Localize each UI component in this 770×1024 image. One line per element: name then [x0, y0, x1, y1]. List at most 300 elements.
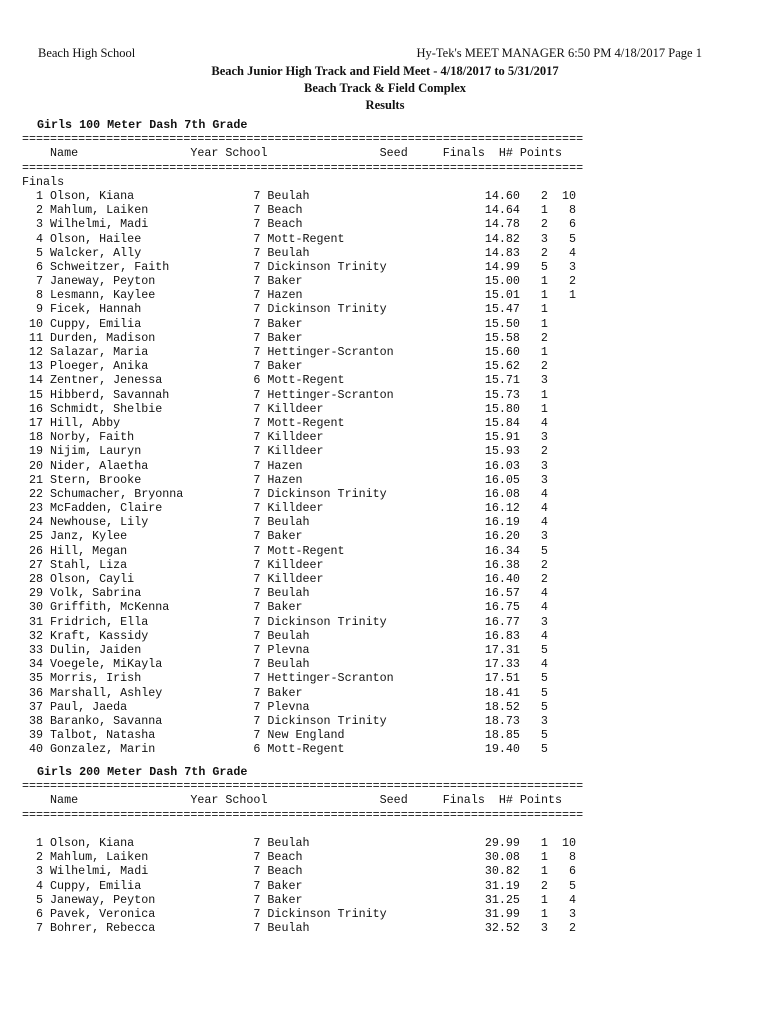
athlete-name: Walcker, Ally [50, 245, 142, 260]
heat-number: 5 [540, 742, 548, 757]
finals-time: 16.20 [484, 529, 520, 544]
result-row [22, 232, 622, 246]
athlete-year: 7 [253, 486, 261, 501]
heat-number: 5 [540, 699, 548, 714]
result-row [22, 388, 622, 402]
finals-time: 29.99 [484, 835, 520, 850]
result-row [22, 274, 622, 288]
athlete-name: Hill, Abby [50, 415, 121, 430]
school-name: Beulah [267, 628, 310, 643]
result-place: 3 [36, 217, 44, 232]
school-name: Killdeer [267, 430, 324, 445]
result-row [22, 615, 622, 629]
finals-time: 15.93 [484, 444, 520, 459]
result-place: 20 [29, 458, 44, 473]
heat-number: 1 [540, 203, 548, 218]
heat-number: 5 [540, 259, 548, 274]
result-place: 11 [29, 330, 44, 345]
athlete-year: 7 [253, 259, 261, 274]
finals-time: 18.85 [484, 728, 520, 743]
athlete-year: 7 [253, 302, 261, 317]
event-section [22, 118, 622, 756]
result-row [22, 402, 622, 416]
athlete-name: Janeway, Peyton [50, 892, 156, 907]
points-value: 4 [568, 245, 576, 260]
school-name: Dickinson Trinity [267, 713, 387, 728]
result-row [22, 345, 622, 359]
athlete-name: Kraft, Kassidy [50, 628, 149, 643]
points-value: 10 [561, 188, 576, 203]
finals-time: 17.33 [484, 657, 520, 672]
finals-time: 15.47 [484, 302, 520, 317]
athlete-year: 7 [253, 515, 261, 530]
points-value: 1 [568, 288, 576, 303]
athlete-name: Schmidt, Shelbie [50, 401, 163, 416]
athlete-name: Schweitzer, Faith [50, 259, 170, 274]
athlete-year: 7 [253, 921, 261, 936]
school-name: Plevna [267, 699, 310, 714]
athlete-name: Gonzalez, Marin [50, 742, 156, 757]
finals-time: 15.01 [484, 288, 520, 303]
result-place: 36 [29, 685, 44, 700]
heat-number: 3 [540, 373, 548, 388]
finals-time: 15.80 [484, 401, 520, 416]
col-header-heat: H# [498, 793, 513, 808]
athlete-year: 7 [253, 401, 261, 416]
result-row [22, 529, 622, 543]
school-name: Killdeer [267, 572, 324, 586]
heat-number: 3 [540, 458, 548, 473]
points-value: 10 [561, 835, 576, 850]
finals-time: 16.75 [484, 600, 520, 615]
result-row [22, 714, 622, 728]
athlete-year: 7 [253, 671, 261, 686]
heat-number: 2 [540, 572, 548, 586]
result-row [22, 864, 622, 878]
athlete-year: 7 [253, 458, 261, 473]
heat-number: 1 [540, 864, 548, 879]
result-place: 25 [29, 529, 44, 544]
athlete-year: 7 [253, 345, 261, 359]
athlete-year: 7 [253, 543, 261, 558]
result-place: 8 [36, 288, 44, 303]
athlete-name: Dulin, Jaiden [50, 642, 142, 657]
result-row [22, 473, 622, 487]
heat-number: 1 [540, 302, 548, 317]
heat-number: 4 [540, 515, 548, 530]
school-name: Baker [267, 316, 303, 331]
result-place: 22 [29, 486, 44, 501]
result-place: 3 [36, 864, 44, 879]
heat-number: 2 [540, 557, 548, 572]
finals-time: 18.73 [484, 713, 520, 728]
result-place: 23 [29, 501, 44, 516]
school-name: Killdeer [267, 557, 324, 572]
finals-time: 14.82 [484, 231, 520, 246]
col-header-finals: Finals [442, 146, 485, 161]
points-value: 5 [568, 231, 576, 246]
result-place: 1 [36, 188, 44, 203]
heat-number: 1 [540, 316, 548, 331]
col-header-finals: Finals [442, 793, 485, 808]
athlete-year: 7 [253, 387, 261, 402]
athlete-year: 7 [253, 713, 261, 728]
event-section [22, 765, 622, 935]
athlete-name: Voegele, MiKayla [50, 657, 163, 672]
result-place: 33 [29, 642, 44, 657]
athlete-year: 7 [253, 906, 261, 921]
school-name: Baker [267, 878, 303, 893]
result-row [22, 444, 622, 458]
result-place: 32 [29, 628, 44, 643]
school-name: Killdeer [267, 401, 324, 416]
col-header-year-school: Year School [190, 793, 268, 808]
points-value: 8 [568, 203, 576, 218]
result-place: 4 [36, 231, 44, 246]
school-name: Baker [267, 892, 303, 907]
result-row [22, 671, 622, 685]
school-name: Mott-Regent [267, 742, 345, 757]
result-row [22, 629, 622, 643]
athlete-year: 7 [253, 685, 261, 700]
result-place: 31 [29, 614, 44, 629]
athlete-name: Morris, Irish [50, 671, 142, 686]
athlete-year: 7 [253, 444, 261, 459]
result-place: 28 [29, 572, 44, 586]
finals-time: 16.12 [484, 501, 520, 516]
result-row [22, 430, 622, 444]
athlete-year: 7 [253, 415, 261, 430]
athlete-name: Mahlum, Laiken [50, 850, 149, 865]
heat-number: 2 [540, 444, 548, 459]
rule-line: ================================================================================ [22, 160, 584, 175]
result-row [22, 907, 622, 921]
athlete-year: 7 [253, 850, 261, 865]
heat-number: 2 [540, 359, 548, 374]
points-value: 3 [568, 906, 576, 921]
meet-title: Beach Junior High Track and Field Meet - 4/18/2017 to 5/31/2017 [211, 64, 559, 78]
athlete-name: Schumacher, Bryonna [50, 486, 184, 501]
school-name: Beach [267, 850, 303, 865]
heat-number: 1 [540, 274, 548, 289]
school-name: Beulah [267, 515, 310, 530]
school-name: Beulah [267, 921, 310, 936]
athlete-name: Fridrich, Ella [50, 614, 149, 629]
results-heading: Results [365, 98, 405, 112]
athlete-name: Volk, Sabrina [50, 586, 142, 601]
result-place: 35 [29, 671, 44, 686]
athlete-name: Bohrer, Rebecca [50, 921, 156, 936]
athlete-year: 7 [253, 274, 261, 289]
result-row [22, 600, 622, 614]
athlete-name: Hibberd, Savannah [50, 387, 170, 402]
finals-time: 15.58 [484, 330, 520, 345]
finals-time: 15.91 [484, 430, 520, 445]
athlete-year: 7 [253, 628, 261, 643]
result-place: 26 [29, 543, 44, 558]
col-header-seed: Seed [379, 793, 408, 808]
finals-time: 15.71 [484, 373, 520, 388]
athlete-year: 7 [253, 878, 261, 893]
athlete-name: Wilhelmi, Madi [50, 864, 149, 879]
athlete-year: 7 [253, 316, 261, 331]
finals-time: 14.83 [484, 245, 520, 260]
rule-line: ================================================================================ [22, 807, 584, 822]
finals-time: 17.51 [484, 671, 520, 686]
school-name: Mott-Regent [267, 231, 345, 246]
athlete-year: 7 [253, 600, 261, 615]
finals-time: 14.99 [484, 259, 520, 274]
result-row [22, 331, 622, 345]
heat-number: 1 [540, 387, 548, 402]
result-place: 6 [36, 259, 44, 274]
school-name: Dickinson Trinity [267, 906, 387, 921]
result-row [22, 260, 622, 274]
page-header-school: Beach High School [38, 46, 136, 60]
result-place: 14 [29, 373, 44, 388]
school-name: Beach [267, 217, 303, 232]
meet-venue: Beach Track & Field Complex [303, 81, 467, 95]
result-place: 37 [29, 699, 44, 714]
result-place: 2 [36, 850, 44, 865]
finals-time: 15.62 [484, 359, 520, 374]
heat-number: 1 [540, 835, 548, 850]
col-header-name: Name [50, 793, 79, 808]
athlete-name: Janz, Kylee [50, 529, 128, 544]
athlete-year: 7 [253, 188, 261, 203]
section-label: Finals [22, 174, 65, 189]
athlete-name: Ficek, Hannah [50, 302, 142, 317]
points-value: 6 [568, 217, 576, 232]
athlete-name: Zentner, Jenessa [50, 373, 163, 388]
result-row [22, 657, 622, 671]
athlete-year: 7 [253, 864, 261, 879]
school-name: Hazen [267, 458, 303, 473]
athlete-year: 7 [253, 614, 261, 629]
finals-time: 15.00 [484, 274, 520, 289]
points-value: 2 [568, 274, 576, 289]
finals-time: 18.41 [484, 685, 520, 700]
points-value: 6 [568, 864, 576, 879]
heat-number: 3 [540, 713, 548, 728]
school-name: Hazen [267, 472, 303, 487]
school-name: New England [267, 728, 345, 743]
result-row [22, 643, 622, 657]
result-row [22, 515, 622, 529]
column-header-row [22, 146, 622, 160]
result-row [22, 686, 622, 700]
result-place: 6 [36, 906, 44, 921]
finals-time: 30.82 [484, 864, 520, 879]
school-name: Beulah [267, 835, 310, 850]
page-header-meet-manager: Hy-Tek's MEET MANAGER 6:50 PM 4/18/2017 Page 1 [416, 46, 702, 60]
result-row [22, 189, 622, 203]
heat-number: 4 [540, 586, 548, 601]
points-value: 8 [568, 850, 576, 865]
finals-time: 16.40 [484, 572, 520, 586]
athlete-name: Cuppy, Emilia [50, 316, 142, 331]
heat-number: 3 [540, 231, 548, 246]
result-row [22, 544, 622, 558]
heat-number: 3 [540, 529, 548, 544]
result-row [22, 572, 622, 586]
heat-number: 2 [540, 878, 548, 893]
school-name: Dickinson Trinity [267, 259, 387, 274]
school-name: Dickinson Trinity [267, 486, 387, 501]
athlete-name: Talbot, Natasha [50, 728, 156, 743]
result-row [22, 203, 622, 217]
heat-number: 4 [540, 600, 548, 615]
col-header-points: Points [519, 146, 562, 161]
rule-line: ================================================================================ [22, 132, 584, 147]
result-place: 13 [29, 359, 44, 374]
heat-number: 3 [540, 614, 548, 629]
athlete-year: 7 [253, 728, 261, 743]
heat-number: 2 [540, 330, 548, 345]
result-row [22, 921, 622, 935]
heat-number: 1 [540, 850, 548, 865]
athlete-year: 7 [253, 330, 261, 345]
school-name: Plevna [267, 642, 310, 657]
points-value: 4 [568, 892, 576, 907]
event-title: Girls 200 Meter Dash 7th Grade [37, 765, 248, 779]
col-header-points: Points [519, 793, 562, 808]
result-place: 19 [29, 444, 44, 459]
finals-time: 16.77 [484, 614, 520, 629]
col-header-year-school: Year School [190, 146, 268, 161]
heat-number: 4 [540, 501, 548, 516]
result-row [22, 317, 622, 331]
result-place: 29 [29, 586, 44, 601]
heat-number: 1 [540, 906, 548, 921]
athlete-name: Baranko, Savanna [50, 713, 163, 728]
result-place: 38 [29, 713, 44, 728]
athlete-year: 6 [253, 373, 261, 388]
athlete-year: 7 [253, 359, 261, 374]
school-name: Beach [267, 864, 303, 879]
column-header-row [22, 793, 622, 807]
athlete-year: 7 [253, 699, 261, 714]
athlete-name: Paul, Jaeda [50, 699, 128, 714]
result-place: 5 [36, 892, 44, 907]
finals-time: 31.25 [484, 892, 520, 907]
school-name: Dickinson Trinity [267, 614, 387, 629]
athlete-year: 7 [253, 245, 261, 260]
athlete-year: 7 [253, 657, 261, 672]
school-name: Hettinger-Scranton [267, 387, 394, 402]
result-place: 7 [36, 921, 44, 936]
finals-time: 32.52 [484, 921, 520, 936]
athlete-year: 7 [253, 288, 261, 303]
athlete-name: Olson, Hailee [50, 231, 142, 246]
athlete-name: Olson, Kiana [50, 835, 135, 850]
result-row [22, 879, 622, 893]
school-name: Beulah [267, 586, 310, 601]
result-place: 10 [29, 316, 44, 331]
athlete-name: Nider, Alaetha [50, 458, 149, 473]
result-place: 40 [29, 742, 44, 757]
athlete-year: 7 [253, 586, 261, 601]
finals-time: 16.57 [484, 586, 520, 601]
result-row [22, 459, 622, 473]
athlete-name: Stahl, Liza [50, 557, 128, 572]
result-place: 30 [29, 600, 44, 615]
finals-time: 31.99 [484, 906, 520, 921]
result-row [22, 501, 622, 515]
heat-number: 5 [540, 671, 548, 686]
athlete-name: Marshall, Ashley [50, 685, 163, 700]
athlete-name: Olson, Cayli [50, 572, 135, 586]
result-place: 9 [36, 302, 44, 317]
athlete-name: Nijim, Lauryn [50, 444, 142, 459]
athlete-year: 7 [253, 642, 261, 657]
athlete-year: 7 [253, 430, 261, 445]
school-name: Killdeer [267, 444, 324, 459]
result-place: 27 [29, 557, 44, 572]
finals-time: 17.31 [484, 642, 520, 657]
heat-number: 2 [540, 217, 548, 232]
heat-number: 4 [540, 486, 548, 501]
finals-time: 14.78 [484, 217, 520, 232]
result-row [22, 246, 622, 260]
result-row [22, 558, 622, 572]
school-name: Beulah [267, 188, 310, 203]
result-row [22, 302, 622, 316]
result-place: 2 [36, 203, 44, 218]
result-row [22, 217, 622, 231]
col-header-heat: H# [498, 146, 513, 161]
athlete-name: Newhouse, Lily [50, 515, 149, 530]
result-row [22, 487, 622, 501]
result-place: 24 [29, 515, 44, 530]
school-name: Killdeer [267, 501, 324, 516]
athlete-name: Mahlum, Laiken [50, 203, 149, 218]
finals-time: 16.03 [484, 458, 520, 473]
points-value: 3 [568, 259, 576, 274]
athlete-name: McFadden, Claire [50, 501, 163, 516]
athlete-year: 7 [253, 203, 261, 218]
heat-number: 2 [540, 245, 548, 260]
result-place: 17 [29, 415, 44, 430]
school-name: Baker [267, 685, 303, 700]
result-row [22, 288, 622, 302]
finals-time: 16.38 [484, 557, 520, 572]
result-place: 34 [29, 657, 44, 672]
school-name: Baker [267, 330, 303, 345]
points-value: 5 [568, 878, 576, 893]
finals-time: 14.64 [484, 203, 520, 218]
finals-time: 15.84 [484, 415, 520, 430]
points-value: 2 [568, 921, 576, 936]
school-name: Dickinson Trinity [267, 302, 387, 317]
athlete-year: 7 [253, 501, 261, 516]
school-name: Beach [267, 203, 303, 218]
heat-number: 1 [540, 288, 548, 303]
result-row [22, 728, 622, 742]
result-row [22, 586, 622, 600]
result-place: 1 [36, 835, 44, 850]
athlete-year: 7 [253, 892, 261, 907]
result-place: 7 [36, 274, 44, 289]
finals-time: 16.83 [484, 628, 520, 643]
athlete-year: 7 [253, 835, 261, 850]
athlete-name: Wilhelmi, Madi [50, 217, 149, 232]
school-name: Hettinger-Scranton [267, 345, 394, 359]
finals-time: 30.08 [484, 850, 520, 865]
athlete-name: Olson, Kiana [50, 188, 135, 203]
heat-number: 4 [540, 628, 548, 643]
school-name: Beulah [267, 657, 310, 672]
